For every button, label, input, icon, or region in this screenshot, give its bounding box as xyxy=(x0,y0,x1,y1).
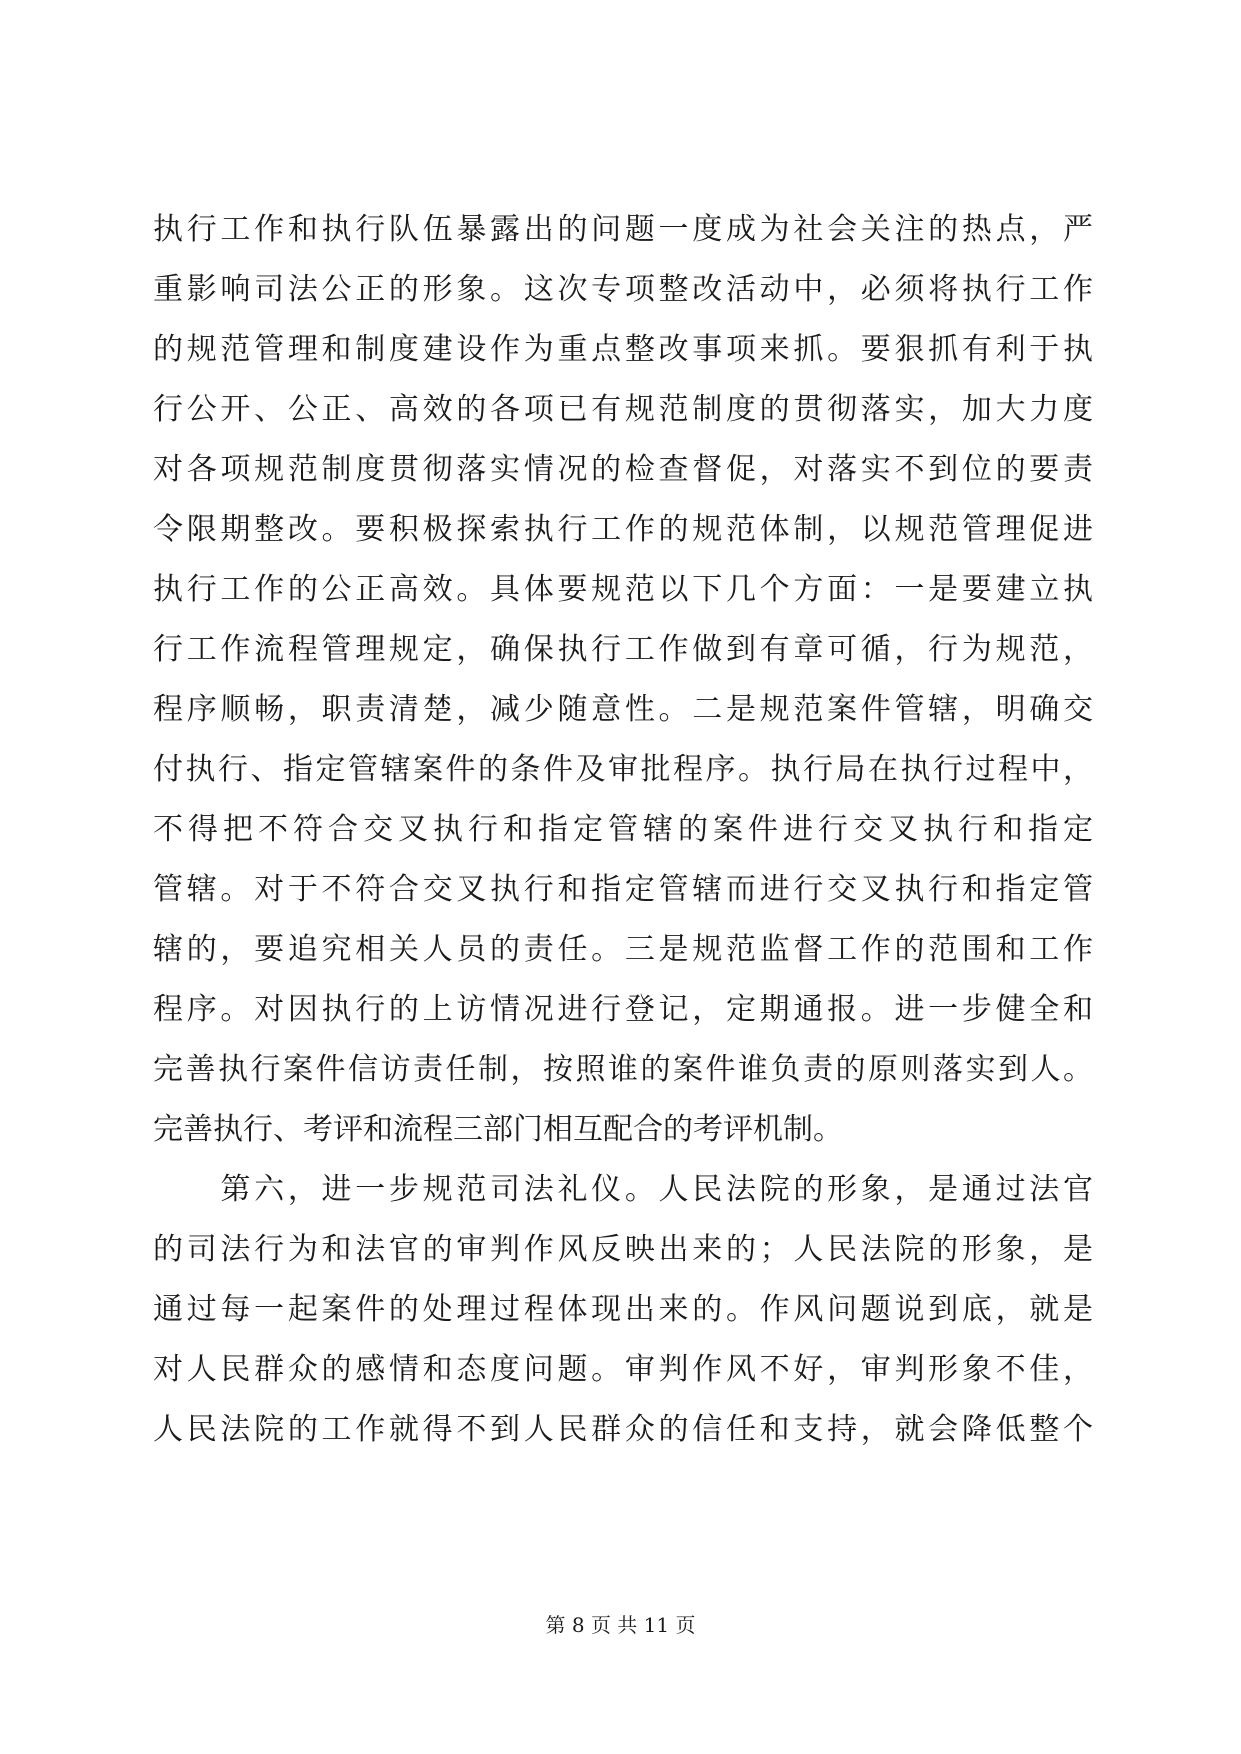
body-line-13: 辖的，要追究相关人员的责任。三是规范监督工作的范围和工作 xyxy=(153,932,1093,967)
body-line-3: 的规范管理和制度建设作为重点整改事项来抓。要狠抓有利于执 xyxy=(153,332,1093,367)
body-line-9: 程序顺畅，职责清楚，减少随意性。二是规范案件管辖，明确交 xyxy=(153,692,1093,727)
body-line-6: 令限期整改。要积极探索执行工作的规范体制，以规范管理促进 xyxy=(153,512,1093,547)
body-line-11: 不得把不符合交叉执行和指定管辖的案件进行交叉执行和指定 xyxy=(153,812,1093,847)
page-footer: 第 8 页 共 11 页 xyxy=(545,1613,696,1637)
body-line-2: 重影响司法公正的形象。这次专项整改活动中，必须将执行工作 xyxy=(153,272,1093,307)
body-line-8: 行工作流程管理规定，确保执行工作做到有章可循，行为规范， xyxy=(153,632,1093,667)
document-body xyxy=(153,200,1093,1460)
body-line-20: 对人民群众的感情和态度问题。审判作风不好，审判形象不佳， xyxy=(153,1352,1093,1387)
body-line-19: 通过每一起案件的处理过程体现出来的。作风问题说到底，就是 xyxy=(153,1292,1093,1327)
body-line-10: 付执行、指定管辖案件的条件及审批程序。执行局在执行过程中， xyxy=(153,752,1093,787)
body-line-14: 程序。对因执行的上访情况进行登记，定期通报。进一步健全和 xyxy=(153,992,1093,1027)
body-line-18: 的司法行为和法官的审判作风反映出来的；人民法院的形象，是 xyxy=(153,1232,1093,1267)
body-line-16: 完善执行、考评和流程三部门相互配合的考评机制。 xyxy=(153,1112,843,1147)
body-line-15: 完善执行案件信访责任制，按照谁的案件谁负责的原则落实到人。 xyxy=(153,1052,1093,1087)
body-line-17: 第六，进一步规范司法礼仪。人民法院的形象，是通过法官 xyxy=(153,1172,1093,1207)
body-line-7: 执行工作的公正高效。具体要规范以下几个方面：一是要建立执 xyxy=(153,572,1093,607)
body-line-5: 对各项规范制度贯彻落实情况的检查督促，对落实不到位的要责 xyxy=(153,452,1093,487)
body-line-4: 行公开、公正、高效的各项已有规范制度的贯彻落实，加大力度 xyxy=(153,392,1093,427)
body-line-12: 管辖。对于不符合交叉执行和指定管辖而进行交叉执行和指定管 xyxy=(153,872,1093,907)
body-line-21: 人民法院的工作就得不到人民群众的信任和支持，就会降低整个 xyxy=(153,1412,1093,1447)
body-line-1: 执行工作和执行队伍暴露出的问题一度成为社会关注的热点，严 xyxy=(153,212,1093,247)
